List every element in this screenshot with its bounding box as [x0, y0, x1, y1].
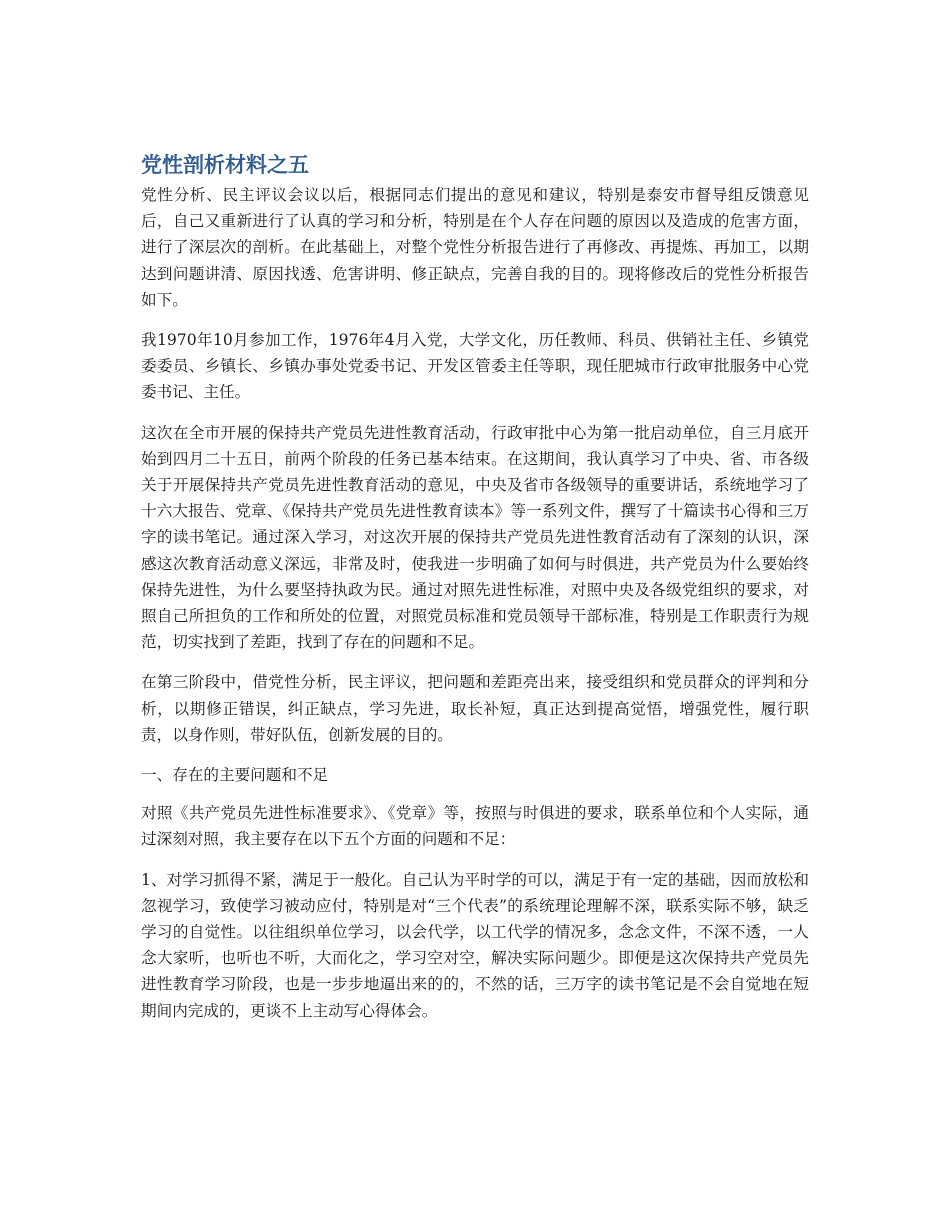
section-heading-problems: 一、存在的主要问题和不足 — [141, 766, 329, 785]
paragraph-education-activity: 这次在全市开展的保持共产党员先进性教育活动，行政审批中心为第一批启动单位，自三月底开始到四月二十五日，前两个阶段的任务已基本结束。在这期间，我认真学习了中央、省、市各级关于开展保持共产党员先进性教育活动的意见，中央及省市各级领导的重要讲话，系统地学习了十六大报告、党章、《保持共产党员先进性教育读本》等一系列文件，撰写了十篇读书心得和三万字的读书笔记。通过深入学习，对这次开展的保持共产党员先进性教育活动有了深刻的认识，深感这次教育活动意义深远，非常及时，使我进一步明确了如何与时俱进，共产党员为什么要始终保持先进性，为什么要坚持执政为民。通过对照先进性标准，对照中央及各级党组织的要求，对照自己所担负的工作和所处的位置，对照党员标准和党员领导干部标准，特别是工作职责行为规范，切实找到了差距，找到了存在的问题和不足。 — [141, 423, 809, 652]
paragraph-intro: 党性分析、民主评议会议以后，根据同志们提出的意见和建议，特别是泰安市督导组反馈意见后，自己又重新进行了认真的学习和分析，特别是在个人存在问题的原因以及造成的危害方面，进行了深层次的剖析。在此基础上，对整个党性分析报告进行了再修改、再提炼、再加工，以期达到问题讲清、原因找透、危害讲明、修正缺点，完善自我的目的。现将修改后的党性分析报告如下。 — [141, 186, 809, 309]
document-title: 党性剖析材料之五 — [141, 153, 309, 177]
paragraph-biography: 我1970年10月参加工作，1976年4月入党，大学文化，历任教师、科员、供销社主任、乡镇党委委员、乡镇长、乡镇办事处党委书记、开发区管委主任等职，现任肥城市行政审批服务中心党委书记、主任。 — [141, 331, 809, 402]
document-page — [141, 150, 809, 1038]
paragraph-problem-1: 1、对学习抓得不紧，满足于一般化。自己认为平时学的可以，满足于有一定的基础，因而放松和忽视学习，致使学习被动应付，特别是对“三个代表”的系统理论理解不深，联系实际不够，缺乏学习的自觉性。以往组织单位学习，以会代学，以工代学的情况多，念念文件，不深不透，一人念大家听，也听也不听，大而化之，学习空对空，解决实际问题少。即便是这次保持共产党员先进性教育学习阶段，也是一步步地逼出来的的，不然的话，三万字的读书笔记是不会自觉地在短期间内完成的，更谈不上主动写心得体会。 — [141, 870, 809, 1020]
paragraph-comparison: 对照《共产党员先进性标准要求》、《党章》等，按照与时俱进的要求，联系单位和个人实际，通过深刻对照，我主要存在以下五个方面的问题和不足： — [141, 804, 809, 849]
paragraph-third-stage: 在第三阶段中，借党性分析，民主评议，把问题和差距亮出来，接受组织和党员群众的评判和分析，以期修正错误，纠正缺点，学习先进，取长补短，真正达到提高觉悟，增强党性，履行职责，以身作则，带好队伍，创新发展的目的。 — [141, 673, 809, 744]
